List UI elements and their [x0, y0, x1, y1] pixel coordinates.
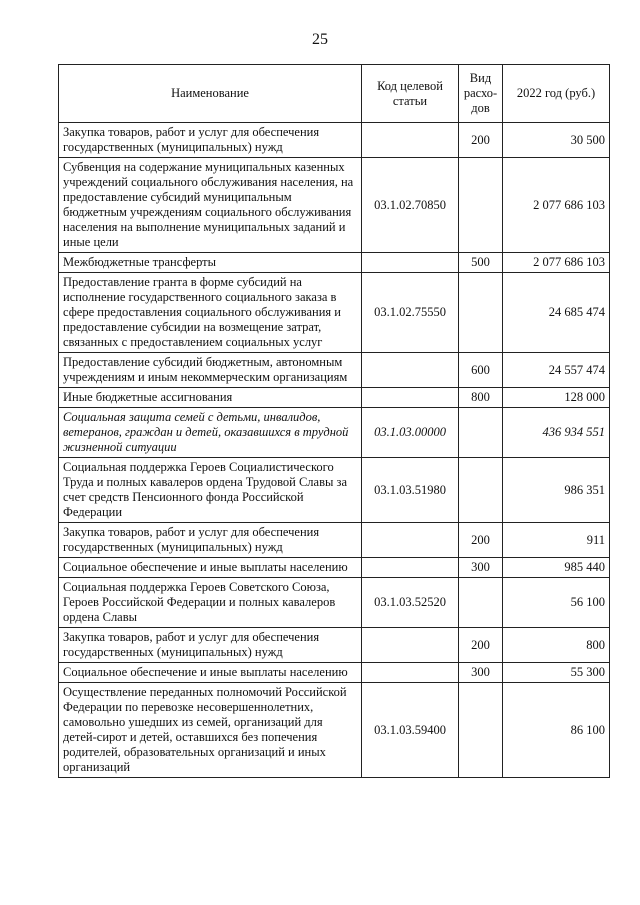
header-name: Наименование	[59, 65, 362, 123]
row-type-cell: 200	[459, 523, 503, 558]
table-row	[59, 253, 610, 273]
row-code-cell	[362, 523, 459, 558]
row-code-cell	[362, 558, 459, 578]
row-amount-cell: 985 440	[503, 558, 610, 578]
row-name-cell: Межбюджетные трансферты	[59, 253, 362, 273]
row-name-cell: Осуществление переданных полномочий Российской Федерации по перевозке несовершеннолетних, самовольно ушедших из семей, организаций для детей-сирот и детей, оставшихся без попечения родителей, образовательных организаций и иных организаций	[59, 683, 362, 778]
row-name-cell: Социальная защита семей с детьми, инвалидов, ветеранов, граждан и детей, оказавшихся в трудной жизненной ситуации	[59, 408, 362, 458]
row-type-cell	[459, 578, 503, 628]
row-amount-cell: 30 500	[503, 123, 610, 158]
table-header-row	[59, 65, 610, 123]
header-code: Код целевой статьи	[362, 65, 459, 123]
row-name-cell: Социальная поддержка Героев Советского Союза, Героев Российской Федерации и полных кавалеров ордена Славы	[59, 578, 362, 628]
row-code-cell: 03.1.02.70850	[362, 158, 459, 253]
table-body	[59, 123, 610, 778]
row-amount-cell: 911	[503, 523, 610, 558]
table-row	[59, 353, 610, 388]
row-amount-cell: 86 100	[503, 683, 610, 778]
header-amount: 2022 год (руб.)	[503, 65, 610, 123]
row-type-cell	[459, 683, 503, 778]
row-type-cell: 300	[459, 558, 503, 578]
row-type-cell	[459, 408, 503, 458]
row-code-cell	[362, 663, 459, 683]
table-row	[59, 408, 610, 458]
page-number: 25	[312, 31, 328, 48]
row-name-cell: Предоставление субсидий бюджетным, автономным учреждениям и иным некоммерческим организациям	[59, 353, 362, 388]
table-row	[59, 123, 610, 158]
row-code-cell: 03.1.03.00000	[362, 408, 459, 458]
table-row	[59, 388, 610, 408]
row-amount-cell: 128 000	[503, 388, 610, 408]
row-amount-cell: 800	[503, 628, 610, 663]
table-row	[59, 558, 610, 578]
row-type-cell	[459, 158, 503, 253]
row-amount-cell: 986 351	[503, 458, 610, 523]
row-code-cell: 03.1.03.51980	[362, 458, 459, 523]
row-name-cell: Предоставление гранта в форме субсидий на исполнение государственного социального заказа в сфере предоставления социального обслуживания и предоставление субсидии на возмещение затрат, связанных с предоставлением социальных услуг	[59, 273, 362, 353]
row-amount-cell: 436 934 551	[503, 408, 610, 458]
row-code-cell: 03.1.03.59400	[362, 683, 459, 778]
row-code-cell	[362, 253, 459, 273]
row-code-cell: 03.1.03.52520	[362, 578, 459, 628]
table-row	[59, 158, 610, 253]
header-type: Вид расхо-дов	[459, 65, 503, 123]
row-type-cell: 800	[459, 388, 503, 408]
row-code-cell	[362, 123, 459, 158]
table-row	[59, 273, 610, 353]
budget-table	[58, 64, 610, 778]
row-amount-cell: 2 077 686 103	[503, 158, 610, 253]
row-type-cell: 600	[459, 353, 503, 388]
row-code-cell	[362, 388, 459, 408]
row-name-cell: Субвенция на содержание муниципальных казенных учреждений социального обслуживания населения, на предоставление субсидий муниципальным бюджетным учреждениям социального обслуживания населения на выполнение муниципальных заданий и иные цели	[59, 158, 362, 253]
row-type-cell	[459, 273, 503, 353]
row-code-cell: 03.1.02.75550	[362, 273, 459, 353]
row-type-cell: 500	[459, 253, 503, 273]
table-row	[59, 628, 610, 663]
row-type-cell: 300	[459, 663, 503, 683]
row-amount-cell: 24 557 474	[503, 353, 610, 388]
row-name-cell: Социальная поддержка Героев Социалистического Труда и полных кавалеров ордена Трудовой Славы за счет средств Пенсионного фонда Российской Федерации	[59, 458, 362, 523]
row-name-cell: Закупка товаров, работ и услуг для обеспечения государственных (муниципальных) нужд	[59, 123, 362, 158]
table-row	[59, 578, 610, 628]
row-name-cell: Социальное обеспечение и иные выплаты населению	[59, 663, 362, 683]
row-name-cell: Закупка товаров, работ и услуг для обеспечения государственных (муниципальных) нужд	[59, 523, 362, 558]
row-name-cell: Иные бюджетные ассигнования	[59, 388, 362, 408]
row-amount-cell: 56 100	[503, 578, 610, 628]
row-name-cell: Социальное обеспечение и иные выплаты населению	[59, 558, 362, 578]
row-type-cell	[459, 458, 503, 523]
row-amount-cell: 24 685 474	[503, 273, 610, 353]
row-code-cell	[362, 353, 459, 388]
row-type-cell: 200	[459, 123, 503, 158]
table-row	[59, 458, 610, 523]
row-code-cell	[362, 628, 459, 663]
row-amount-cell: 2 077 686 103	[503, 253, 610, 273]
table-row	[59, 663, 610, 683]
row-name-cell: Закупка товаров, работ и услуг для обеспечения государственных (муниципальных) нужд	[59, 628, 362, 663]
row-amount-cell: 55 300	[503, 663, 610, 683]
table-row	[59, 683, 610, 778]
table-row	[59, 523, 610, 558]
row-type-cell: 200	[459, 628, 503, 663]
